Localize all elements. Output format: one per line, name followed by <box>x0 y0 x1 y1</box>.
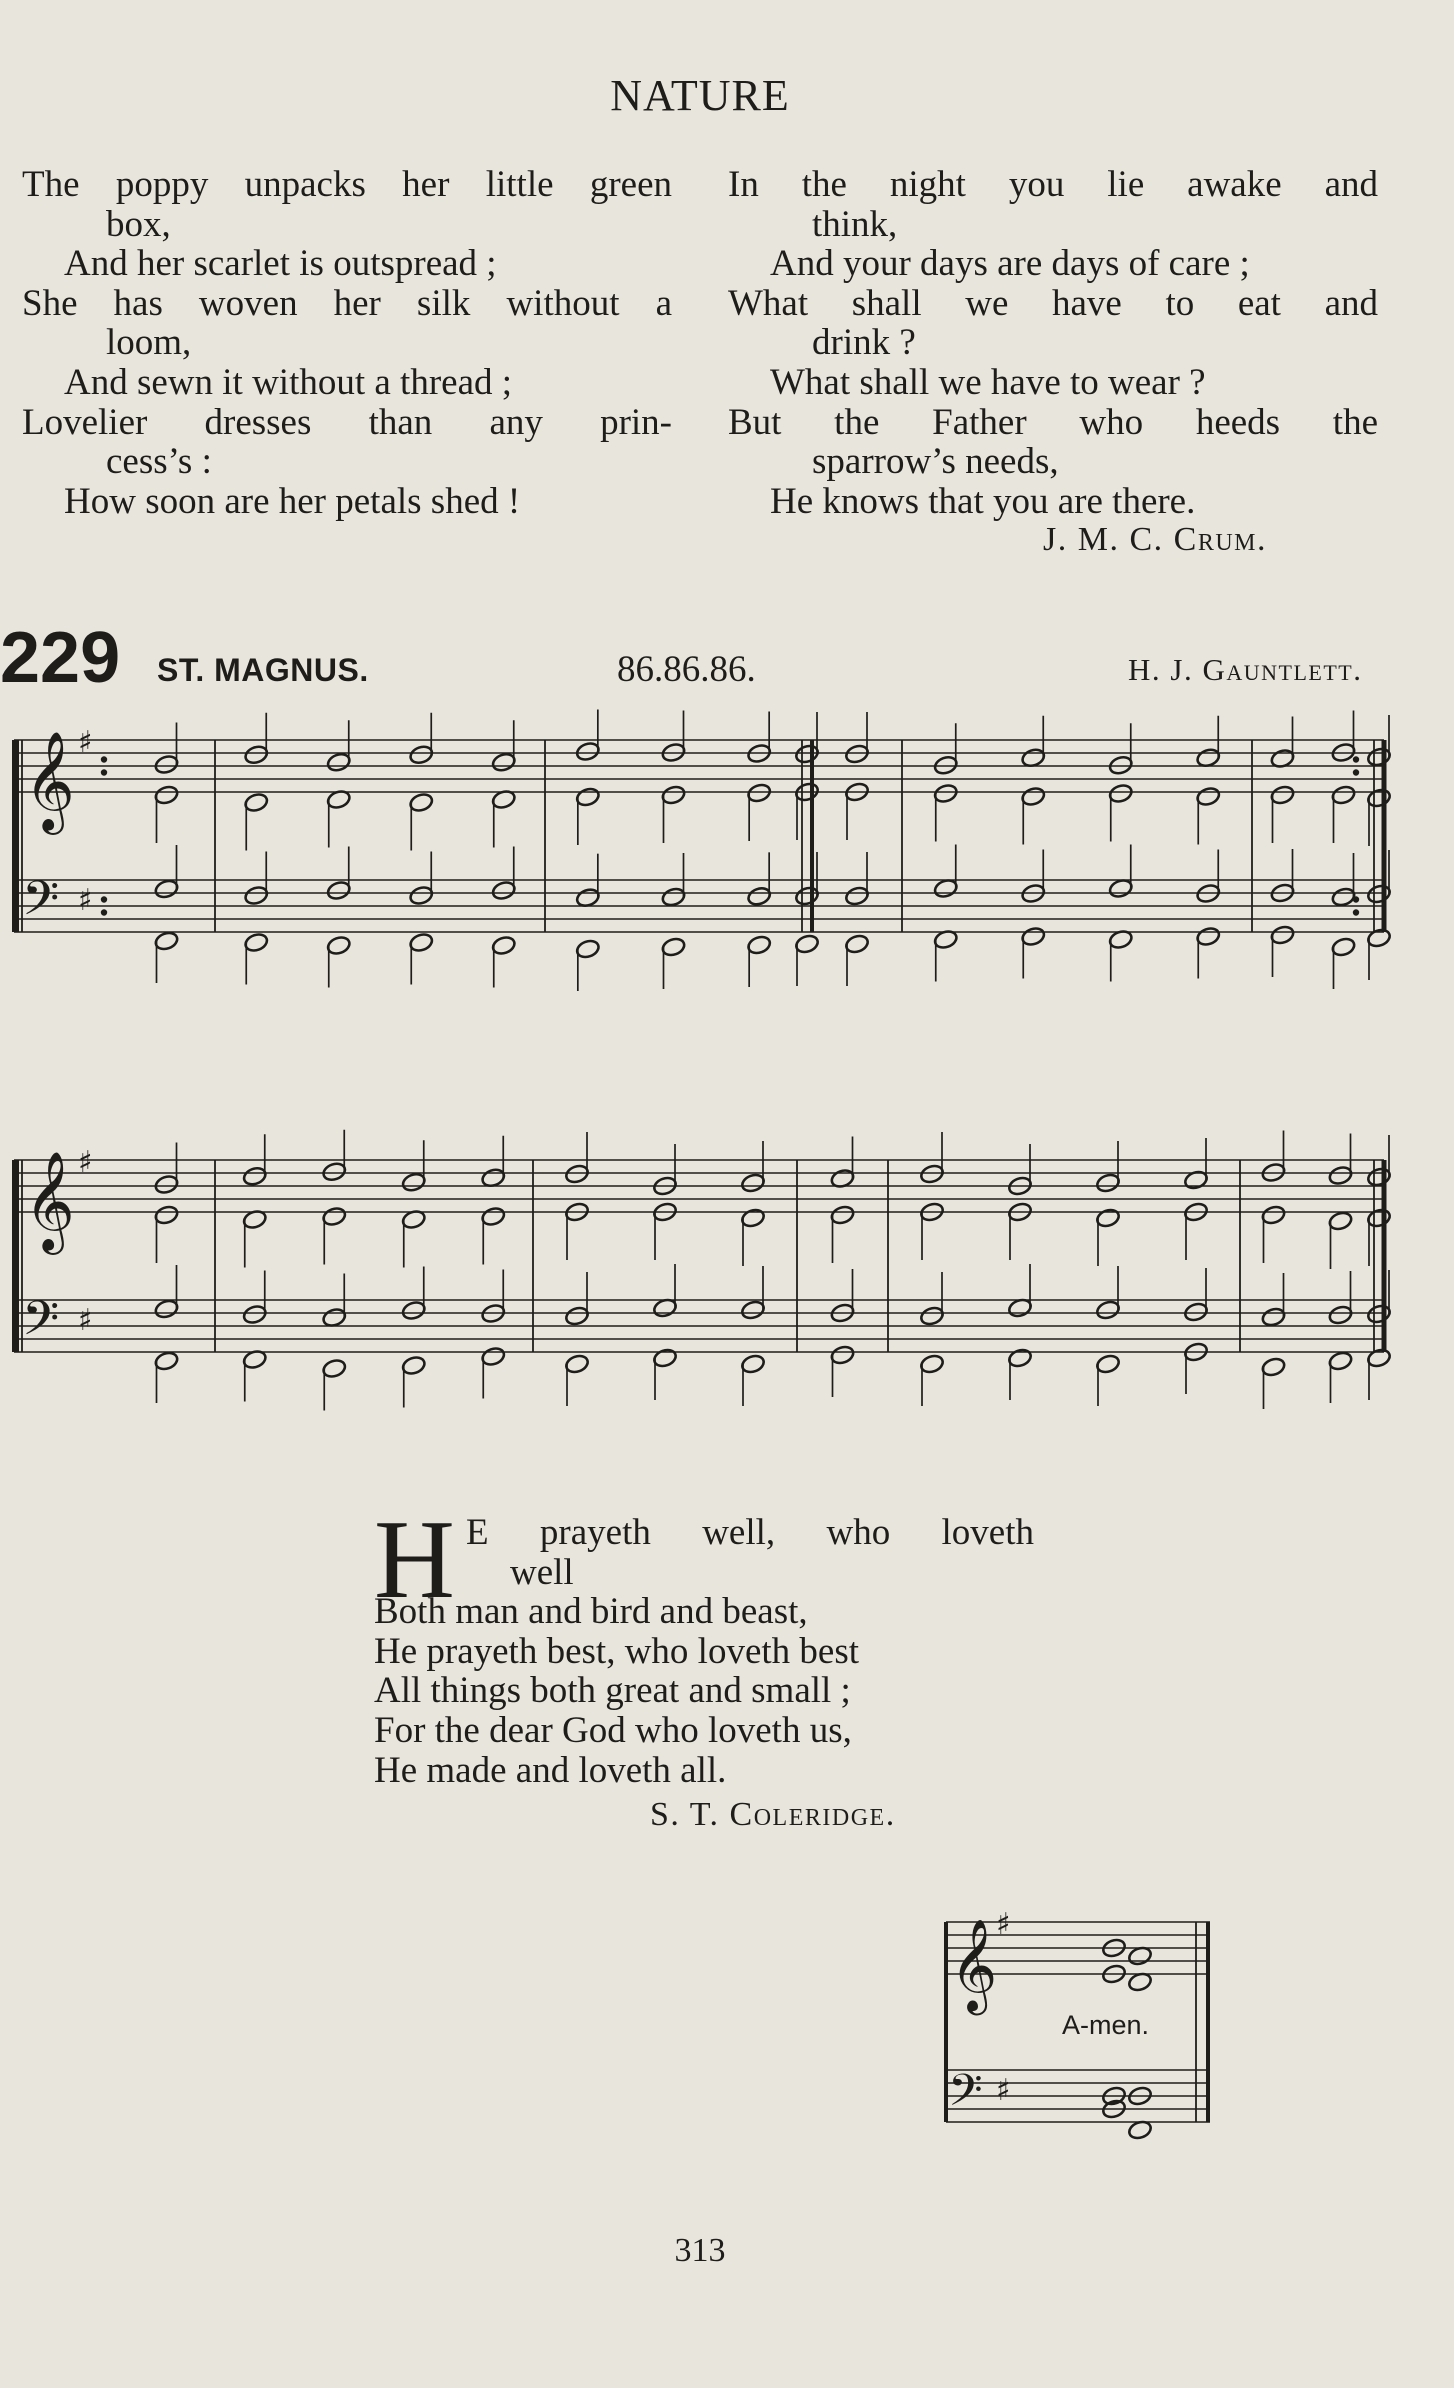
notehead <box>1366 1207 1392 1229</box>
poem-line: But the Father who heeds the <box>728 401 1378 443</box>
notehead <box>491 935 517 957</box>
notehead <box>575 741 601 763</box>
poem-line: And her scarlet is outspread ; <box>64 243 497 285</box>
repeat-dot <box>101 909 107 915</box>
system-brace <box>12 1160 19 1352</box>
composer: H. J. Gauntlett. <box>1128 652 1363 687</box>
notehead <box>154 1204 180 1226</box>
poem-line: sparrow’s needs, <box>812 441 1059 483</box>
repeat-dot <box>101 756 107 762</box>
poem-line: The poppy unpacks her little green <box>22 164 672 205</box>
notehead <box>242 1165 268 1187</box>
notehead <box>1261 1356 1287 1378</box>
bass-clef: 𝄢 <box>948 2064 983 2127</box>
notehead <box>1366 927 1392 949</box>
notehead <box>154 784 180 806</box>
notehead <box>1328 1304 1354 1326</box>
repeat-dot <box>1353 909 1359 915</box>
notehead <box>480 1206 506 1228</box>
poem-line: He knows that you are there. <box>770 480 1196 522</box>
notehead <box>652 1347 678 1369</box>
notehead <box>1095 1353 1121 1375</box>
bass-clef: 𝄢 <box>22 870 60 938</box>
notehead <box>242 1304 268 1326</box>
coleridge-poem <box>374 1498 1034 1791</box>
notehead <box>1366 883 1392 905</box>
notehead <box>661 936 687 958</box>
notehead <box>661 784 687 806</box>
notehead <box>401 1300 427 1322</box>
notehead <box>1195 786 1221 808</box>
notehead <box>830 1344 856 1366</box>
notehead <box>491 751 517 773</box>
repeat-dot <box>1353 769 1359 775</box>
notehead <box>1261 1306 1287 1328</box>
notehead <box>794 933 820 955</box>
notehead <box>154 1298 180 1320</box>
amen-label: A-men. <box>1062 2010 1150 2040</box>
notehead <box>326 880 352 902</box>
poem-line: E prayeth well, who loveth <box>466 1512 1034 1553</box>
notehead <box>564 1353 590 1375</box>
hymn-meter: 86.86.86. <box>617 649 756 690</box>
notehead <box>1366 1166 1392 1188</box>
poem-line: He made and loveth all. <box>374 1749 727 1791</box>
poem-line: For the dear God who loveth us, <box>374 1709 852 1751</box>
notehead <box>661 886 687 908</box>
notehead <box>326 935 352 957</box>
sharp-sign: ♯ <box>996 2073 1011 2108</box>
notehead <box>830 1204 856 1226</box>
hymn-number: 229 <box>0 618 121 698</box>
system-brace <box>12 740 19 932</box>
notehead <box>746 782 772 804</box>
notehead <box>844 885 870 907</box>
sharp-sign: ♯ <box>78 725 93 760</box>
notehead <box>154 930 180 952</box>
bass-clef: 𝄢 <box>22 1290 60 1358</box>
poem-line: cess’s : <box>106 441 212 483</box>
poem-line: How soon are her petals shed ! <box>64 480 521 522</box>
notehead <box>154 878 180 900</box>
notehead <box>243 792 269 814</box>
notehead <box>154 754 180 776</box>
notehead <box>1328 1210 1354 1232</box>
poem-line: What shall we have to eat and <box>728 282 1378 324</box>
notehead <box>321 1307 347 1329</box>
notehead <box>480 1346 506 1368</box>
notehead <box>1328 1165 1354 1187</box>
notehead <box>1108 783 1134 805</box>
poem-line: And sewn it without a thread ; <box>64 361 513 403</box>
notehead <box>1095 1207 1121 1229</box>
notehead <box>1366 1303 1392 1325</box>
notehead <box>794 885 820 907</box>
poem-line: think, <box>812 203 898 245</box>
tune-name: ST. MAGNUS. <box>157 652 369 688</box>
drop-cap: H <box>374 1498 455 1622</box>
notehead <box>321 1358 347 1380</box>
notehead <box>844 743 870 765</box>
notehead <box>1366 746 1392 768</box>
treble-clef: 𝄞 <box>24 1151 75 1251</box>
notehead <box>1007 1347 1033 1369</box>
notehead <box>1095 1299 1121 1321</box>
notehead <box>326 751 352 773</box>
notehead <box>1095 1172 1121 1194</box>
notehead <box>243 932 269 954</box>
notehead <box>564 1305 590 1327</box>
notehead <box>919 1353 945 1375</box>
notehead <box>919 1305 945 1327</box>
notehead <box>844 933 870 955</box>
notehead <box>1328 1350 1354 1372</box>
notehead <box>1270 784 1296 806</box>
notehead <box>740 1207 766 1229</box>
poem-line: loom, <box>106 322 192 364</box>
notehead <box>794 743 820 765</box>
notehead <box>154 1350 180 1372</box>
poem-line: Both man and bird and beast, <box>374 1591 808 1633</box>
notehead <box>1020 926 1046 948</box>
poem-line: In the night you lie awake and <box>728 164 1378 205</box>
notehead <box>408 932 434 954</box>
notehead <box>1183 1301 1209 1323</box>
right-poem-author: J. M. C. Crum. <box>1043 521 1267 558</box>
notehead <box>243 744 269 766</box>
repeat-dot <box>101 896 107 902</box>
notehead <box>1195 926 1221 948</box>
sharp-sign: ♯ <box>78 1145 93 1180</box>
notehead <box>740 1172 766 1194</box>
notehead <box>408 744 434 766</box>
page-number: 313 <box>674 2232 726 2269</box>
notehead <box>401 1171 427 1193</box>
notehead <box>1020 786 1046 808</box>
poem-line: What shall we have to wear ? <box>770 361 1206 403</box>
notehead <box>740 1353 766 1375</box>
poem-line: She has woven her silk without a <box>22 282 672 324</box>
notehead <box>746 886 772 908</box>
right-poem <box>728 165 1378 521</box>
coleridge-author: S. T. Coleridge. <box>650 1796 896 1833</box>
notehead <box>243 885 269 907</box>
music-score <box>0 700 1400 1480</box>
notehead <box>564 1163 590 1185</box>
notehead <box>321 1206 347 1228</box>
notehead <box>933 878 959 900</box>
notehead <box>401 1355 427 1377</box>
poem-line: He prayeth best, who loveth best <box>374 1630 859 1672</box>
notehead <box>746 934 772 956</box>
notehead <box>1331 936 1357 958</box>
repeat-dot <box>1353 756 1359 762</box>
notehead <box>1331 784 1357 806</box>
notehead <box>1270 924 1296 946</box>
notehead <box>491 880 517 902</box>
notehead <box>575 786 601 808</box>
notehead <box>933 783 959 805</box>
notehead <box>1261 1204 1287 1226</box>
repeat-dot <box>1353 896 1359 902</box>
treble-clef: 𝄞 <box>950 1918 998 2011</box>
notehead <box>154 1174 180 1196</box>
notehead <box>1108 878 1134 900</box>
poem-line: drink ? <box>812 322 916 364</box>
notehead <box>408 792 434 814</box>
sharp-sign: ♯ <box>78 883 93 918</box>
notehead <box>740 1299 766 1321</box>
left-poem <box>22 165 672 521</box>
sharp-sign: ♯ <box>78 1303 93 1338</box>
notehead <box>575 938 601 960</box>
notehead <box>1331 886 1357 908</box>
notehead <box>1366 1347 1392 1369</box>
poem-line: All things both great and small ; <box>374 1670 851 1712</box>
notehead <box>1366 787 1392 809</box>
poem-line: And your days are days of care ; <box>770 243 1250 285</box>
poem-line: Lovelier dresses than any prin- <box>22 401 672 443</box>
repeat-dot <box>101 769 107 775</box>
running-head: NATURE <box>610 71 790 120</box>
sharp-sign: ♯ <box>996 1907 1011 1942</box>
notehead <box>408 885 434 907</box>
poem-line: well <box>510 1551 574 1593</box>
poem-line: box, <box>106 203 171 245</box>
notehead <box>919 1163 945 1185</box>
notehead <box>321 1161 347 1183</box>
treble-clef: 𝄞 <box>24 731 75 831</box>
